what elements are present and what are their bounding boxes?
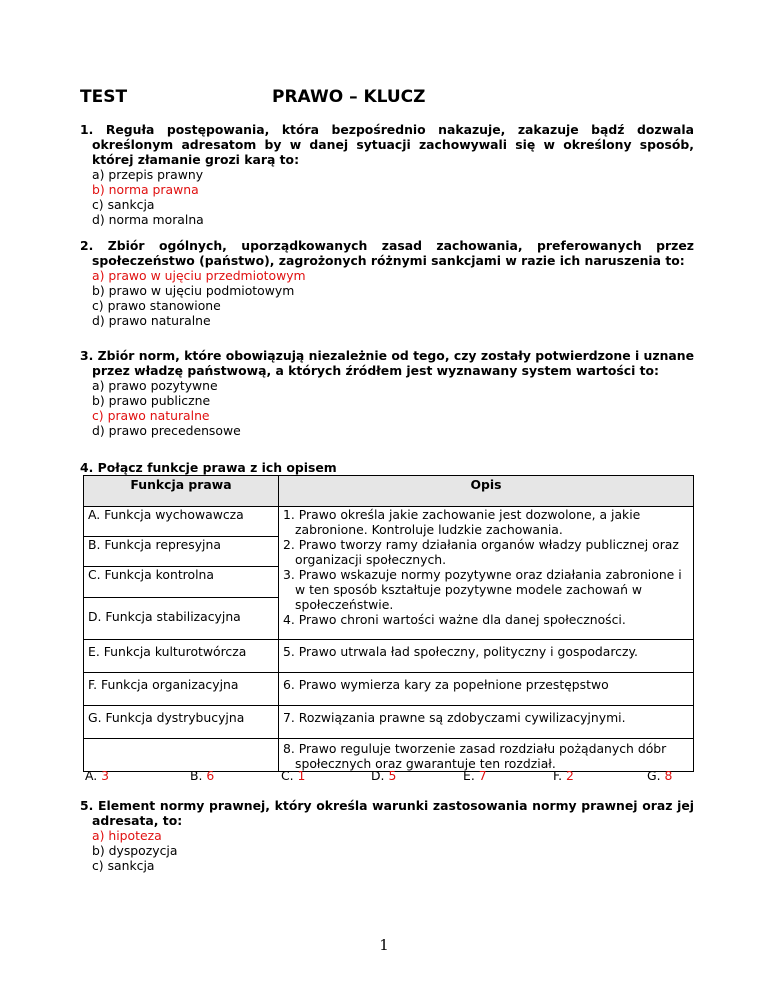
description-item: 7. Rozwiązania prawne są zdobyczami cywilizacyjnymi. (283, 710, 626, 725)
answer-d: D. 5 (371, 768, 397, 783)
function-cell: F. Funkcja organizacyjna (88, 677, 239, 692)
option-c: c) sankcja (92, 858, 155, 873)
option-b: b) prawo publiczne (92, 393, 211, 408)
table-row (84, 706, 694, 739)
question-5 (80, 798, 694, 873)
description-item: 1. Prawo określa jakie zachowanie jest dozwolone, a jakie zabronione. Kontroluje ludzkie zachowania. (283, 507, 641, 537)
option-b-correct: b) norma prawna (92, 182, 199, 197)
question-text: 2. Zbiór ogólnych, uporządkowanych zasad zachowania, preferowanych przez społeczeństwo (państwo), zagrożonych różnymi sankcjami w razie ich naruszenia to: (80, 238, 694, 268)
column-header-description: Opis (279, 476, 694, 507)
description-item: 6. Prawo wymierza kary za popełnione przestępstwo (283, 677, 609, 692)
function-cell: A. Funkcja wychowawcza (88, 507, 244, 522)
description-item: 5. Prawo utrwala ład społeczny, polityczny i gospodarczy. (283, 644, 638, 659)
page-title: PRAWO – KLUCZ (272, 87, 426, 107)
description-item: 4. Prawo chroni wartości ważne dla danej społeczności. (283, 612, 626, 627)
description-item: 3. Prawo wskazuje normy pozytywne oraz działania zabronione i w ten sposób kształtuje pozytywne modele zachowań w społeczeństwie. (283, 567, 682, 612)
page-number: 1 (379, 936, 389, 954)
description-item: 8. Prawo reguluje tworzenie zasad rozdziału pożądanych dóbr społecznych oraz gwarantuje ten rozdział. (283, 741, 667, 771)
option-c: c) prawo stanowione (92, 298, 221, 313)
table-row (84, 507, 694, 537)
option-d: d) prawo precedensowe (92, 423, 241, 438)
table-row (84, 673, 694, 706)
table-row (84, 739, 694, 772)
answer-a: A. 3 (85, 768, 110, 783)
question-text: 5. Element normy prawnej, który określa warunki zastosowania normy prawnej oraz jej adresata, to: (80, 798, 694, 828)
functions-table (83, 475, 694, 772)
option-a-correct: a) hipoteza (92, 828, 162, 843)
question-text: 4. Połącz funkcje prawa z ich opisem (80, 460, 337, 475)
option-c-correct: c) prawo naturalne (92, 408, 210, 423)
answer-e: E. 7 (463, 768, 487, 783)
function-cell: G. Funkcja dystrybucyjna (88, 710, 245, 725)
function-cell: B. Funkcja represyjna (88, 537, 221, 552)
answer-b: B. 6 (190, 768, 215, 783)
option-d: d) prawo naturalne (92, 313, 211, 328)
option-b: b) prawo w ujęciu podmiotowym (92, 283, 295, 298)
test-heading: TEST (80, 87, 128, 107)
function-cell: E. Funkcja kulturotwórcza (88, 644, 247, 659)
function-cell: D. Funkcja stabilizacyjna (88, 609, 241, 624)
column-header-function: Funkcja prawa (84, 476, 279, 507)
option-d: d) norma moralna (92, 212, 204, 227)
table-row (84, 640, 694, 673)
table-header-row (84, 476, 694, 507)
answer-c: C. 1 (281, 768, 306, 783)
question-text: 1. Reguła postępowania, która bezpośrednio nakazuje, zakazuje bądź dozwala określonym adresatom by w danej sytuacji zachowywali się w określony sposób, której złamanie grozi karą to: (80, 122, 694, 167)
option-a: a) prawo pozytywne (92, 378, 218, 393)
question-3 (80, 348, 694, 438)
question-2 (80, 238, 694, 328)
answer-g: G. 8 (647, 768, 673, 783)
question-4 (80, 460, 694, 475)
option-a: a) przepis prawny (92, 167, 204, 182)
description-item: 2. Prawo tworzy ramy działania organów władzy publicznej oraz organizacji społecznych. (283, 537, 679, 567)
question-text: 3. Zbiór norm, które obowiązują niezależnie od tego, czy zostały potwierdzone i uznane przez władzę państwową, a których źródłem jest wyznawany system wartości to: (80, 348, 694, 378)
answer-f: F. 2 (553, 768, 574, 783)
option-a-correct: a) prawo w ujęciu przedmiotowym (92, 268, 306, 283)
option-c: c) sankcja (92, 197, 155, 212)
option-b: b) dyspozycja (92, 843, 178, 858)
function-cell: C. Funkcja kontrolna (88, 567, 214, 582)
question-1 (80, 122, 694, 227)
